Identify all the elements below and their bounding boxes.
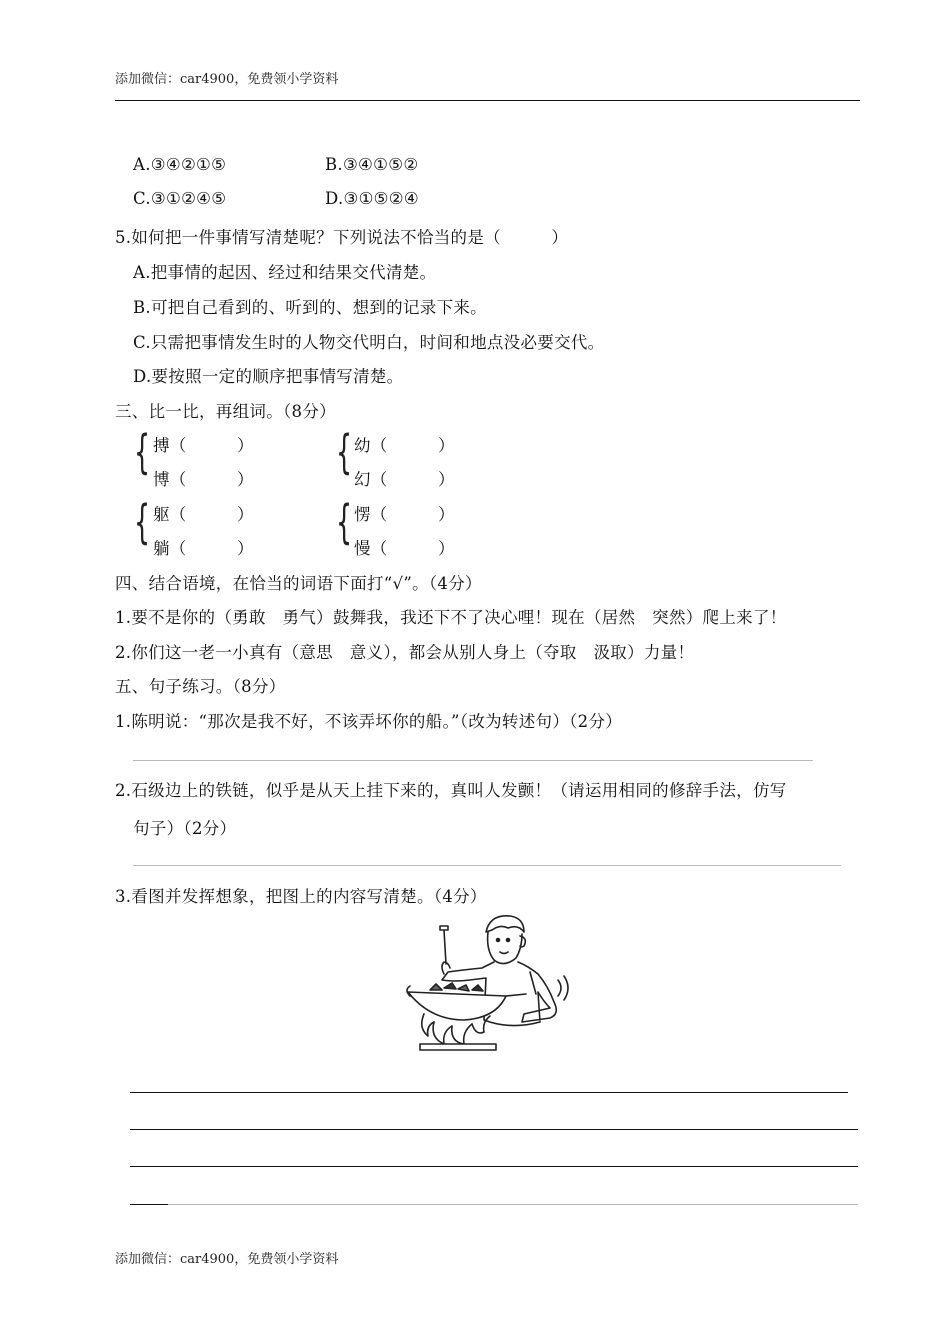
q5-option-a: A.把事情的起因、经过和结果交代清楚。 bbox=[133, 263, 437, 282]
writing-line bbox=[130, 1129, 858, 1130]
pair1-bottom: 博（ ） bbox=[153, 470, 254, 489]
section5-q1: 1.陈明说：“那次是我不好，不该弄坏你的船。”（改为转述句）（2分） bbox=[115, 712, 623, 731]
brace-icon: { bbox=[336, 495, 353, 549]
brace-icon: { bbox=[336, 425, 353, 479]
section4-q1: 1.要不是你的（勇敢 勇气）鼓舞我，我还下不了决心哩！现在（居然 突然）爬上来了！ bbox=[115, 608, 787, 627]
answer-line bbox=[133, 865, 841, 866]
boy-cooking-wok-icon bbox=[400, 910, 570, 1055]
pair2-bottom: 幻（ ） bbox=[354, 470, 455, 489]
section4-q2: 2.你们这一老一小真有（意思 意义），都会从别人身上（夺取 汲取）力量！ bbox=[115, 643, 695, 662]
writing-line bbox=[130, 1092, 848, 1093]
brace-icon: { bbox=[134, 495, 151, 549]
page-header: 添加微信：car4900，免费领小学资料 bbox=[115, 72, 339, 87]
pair3-top: 躯（ ） bbox=[153, 505, 254, 524]
pair4-top: 愣（ ） bbox=[354, 505, 455, 524]
q5-option-d: D.要按照一定的顺序把事情写清楚。 bbox=[133, 367, 404, 386]
writing-line bbox=[130, 1204, 168, 1205]
q5-option-b: B.可把自己看到的、听到的、想到的记录下来。 bbox=[133, 298, 487, 317]
section3-title: 三、比一比，再组词。（8分） bbox=[115, 402, 336, 421]
q4-option-d: D.③①⑤②④ bbox=[325, 189, 419, 208]
q4-option-b: B.③④①⑤② bbox=[325, 155, 419, 174]
q5-option-c: C.只需把事情发生时的人物交代明白，时间和地点没必要交代。 bbox=[133, 333, 605, 352]
pair3-bottom: 躺（ ） bbox=[153, 539, 254, 558]
q4-option-a: A.③④②①⑤ bbox=[133, 155, 227, 174]
pair2-top: 幼（ ） bbox=[354, 436, 455, 455]
pair1-top: 搏（ ） bbox=[153, 436, 254, 455]
header-rule bbox=[115, 100, 860, 101]
page-footer: 添加微信：car4900，免费领小学资料 bbox=[115, 1252, 339, 1267]
brace-icon: { bbox=[134, 425, 151, 479]
q4-option-c: C.③①②④⑤ bbox=[133, 189, 227, 208]
section5-q2-line1: 2.石级边上的铁链，似乎是从天上挂下来的，真叫人发颤！（请运用相同的修辞手法，仿写 bbox=[115, 781, 787, 800]
q5-stem: 5.如何把一件事情写清楚呢？下列说法不恰当的是（ ） bbox=[115, 228, 569, 247]
answer-line bbox=[133, 760, 813, 761]
pair4-bottom: 慢（ ） bbox=[354, 539, 455, 558]
writing-line bbox=[168, 1204, 858, 1205]
section5-q3: 3.看图并发挥想象，把图上的内容写清楚。（4分） bbox=[115, 887, 487, 906]
section5-title: 五、句子练习。（8分） bbox=[115, 677, 286, 696]
section4-title: 四、结合语境，在恰当的词语下面打“√”。（4分） bbox=[115, 574, 482, 593]
writing-line bbox=[130, 1166, 858, 1167]
section5-q2-line2: 句子）（2分） bbox=[133, 819, 237, 838]
